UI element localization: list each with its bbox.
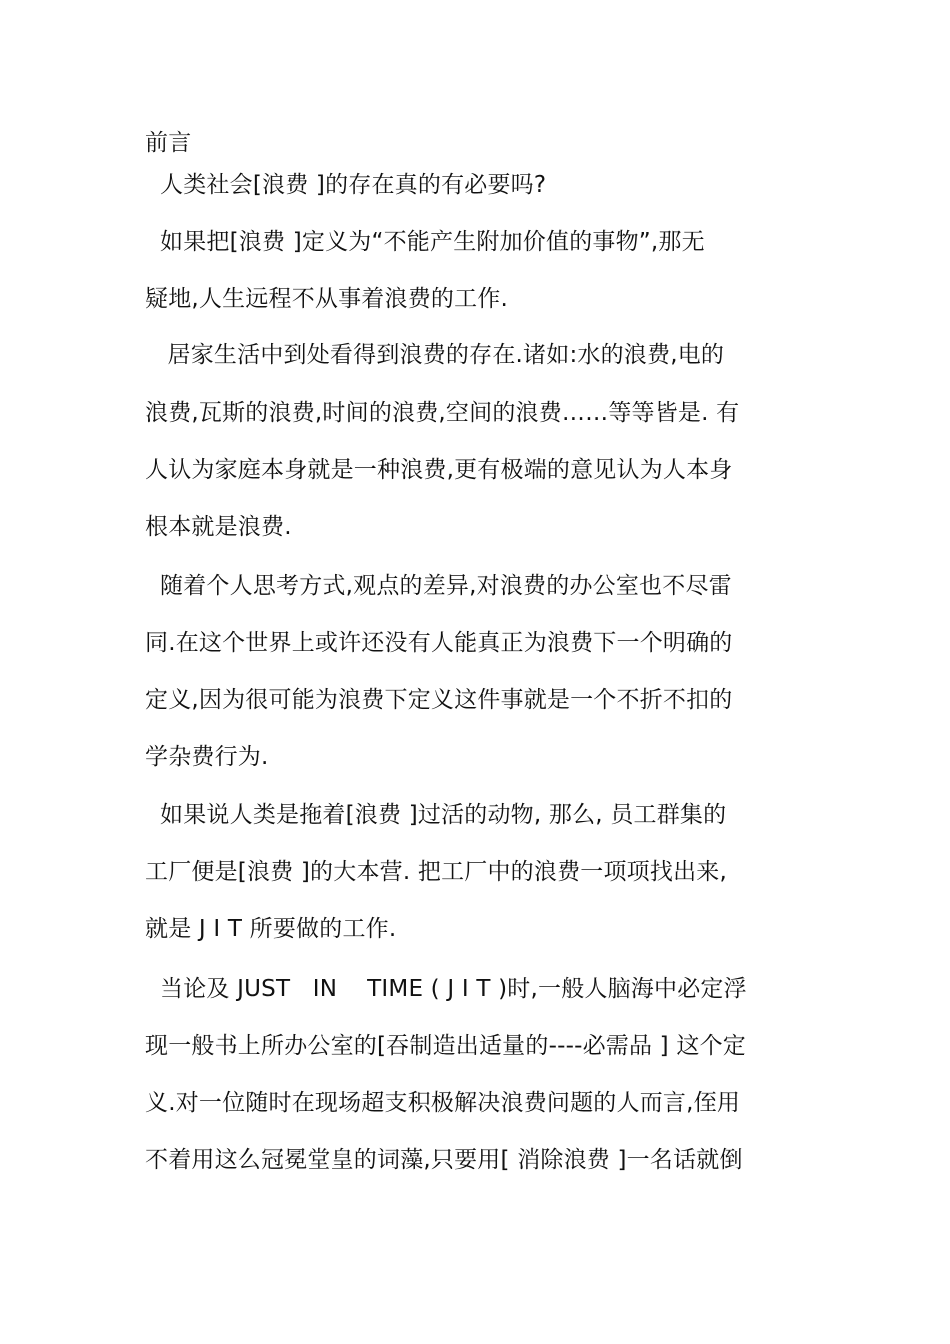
text-line: 根本就是浪费. bbox=[145, 514, 292, 540]
text-line: 如果把[浪费 ]定义为“不能产生附加价值的事物”,那无 bbox=[145, 229, 705, 255]
section-heading: 前言 bbox=[145, 130, 192, 156]
text-line: 义.对一位随时在现场超支积极解决浪费问题的人而言,侄用 bbox=[145, 1090, 741, 1116]
text-line: 如果说人类是拖着[浪费 ]过活的动物, 那么, 员工群集的 bbox=[145, 802, 727, 828]
text-line: 随着个人思考方式,观点的差异,对浪费的办公室也不尽雷 bbox=[145, 573, 732, 599]
text-line: 当论及 JUST IN TIME ( J I T )时,一般人脑海中必定浮 bbox=[145, 976, 747, 1002]
text-line: 疑地,人生远程不从事着浪费的工作. bbox=[145, 286, 509, 312]
text-line: 人认为家庭本身就是一种浪费,更有极端的意见认为人本身 bbox=[145, 457, 733, 483]
text-line: 人类社会[浪费 ]的存在真的有必要吗? bbox=[145, 172, 547, 198]
text-line: 工厂便是[浪费 ]的大本营. 把工厂中的浪费一项项找出来, bbox=[145, 859, 727, 885]
text-line: 学杂费行为. bbox=[145, 744, 269, 770]
text-line: 浪费,瓦斯的浪费,时间的浪费,空间的浪费……等等皆是. 有 bbox=[145, 400, 740, 426]
text-line: 同.在这个世界上或许还没有人能真正为浪费下一个明确的 bbox=[145, 630, 733, 656]
text-line: 不着用这么冠冕堂皇的词藻,只要用[ 消除浪费 ]一名话就倒 bbox=[145, 1147, 743, 1173]
text-line: 就是 J I T 所要做的工作. bbox=[145, 916, 397, 942]
text-line: 居家生活中到处看得到浪费的存在.诸如:水的浪费,电的 bbox=[145, 342, 725, 368]
text-line: 现一般书上所办公室的[吞制造出适量的----必需品 ] 这个定 bbox=[145, 1033, 746, 1059]
text-line: 定义,因为很可能为浪费下定义这件事就是一个不折不扣的 bbox=[145, 687, 733, 713]
